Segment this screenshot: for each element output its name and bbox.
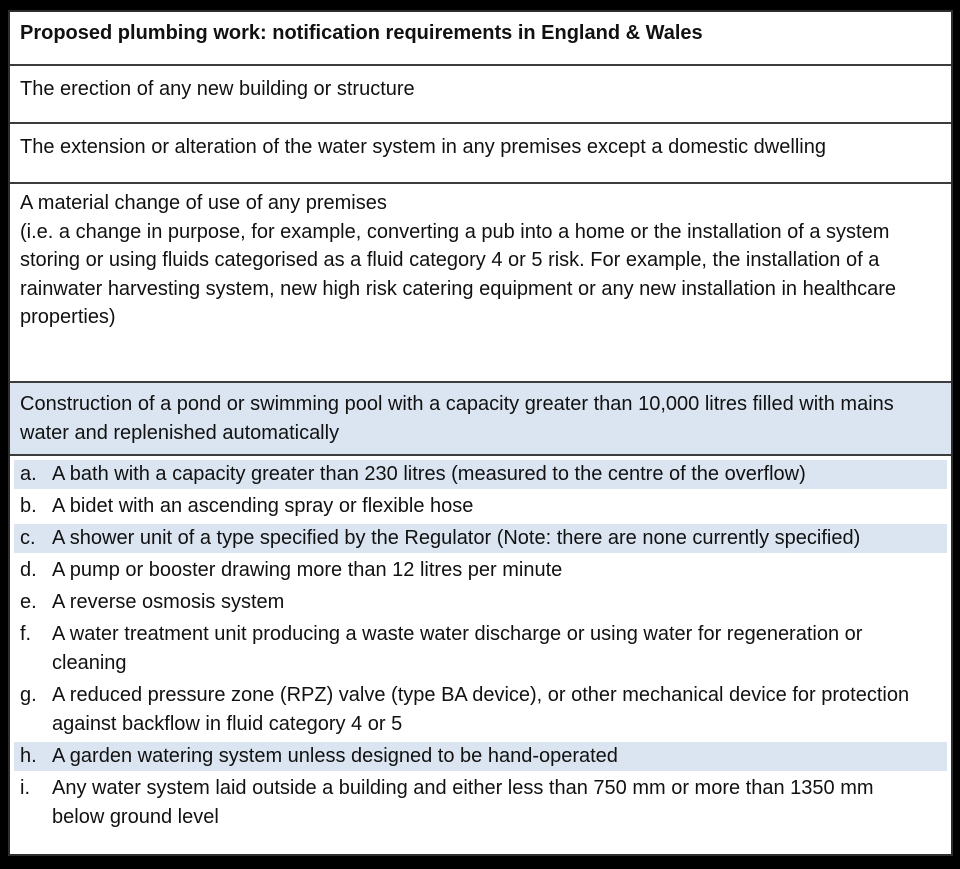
list-item-a	[14, 460, 947, 489]
list-item-d	[14, 556, 947, 585]
list-item-h-text: A garden watering system unless designed to be hand-operated	[52, 745, 618, 767]
list-item-g-text: A reduced pressure zone (RPZ) valve (type BA device), or other mechanical device for protection against backflow in fluid category 4 or 5	[52, 684, 910, 735]
list-item-f	[14, 620, 947, 678]
list-item-c-marker: c.	[20, 527, 36, 549]
row-pond-highlighted	[10, 383, 951, 456]
table-title: Proposed plumbing work: notification requirements in England & Wales	[20, 22, 703, 44]
material-change-heading: A material change of use of any premises	[20, 192, 387, 214]
list-item-d-marker: d.	[20, 559, 37, 581]
row-extension-text: The extension or alteration of the water system in any premises except a domestic dwelling	[20, 136, 826, 158]
table-title-row	[10, 12, 951, 66]
notifiable-items-list	[10, 456, 951, 835]
row-erection-text: The erection of any new building or structure	[20, 78, 415, 100]
row-erection	[10, 66, 951, 124]
list-item-e-text: A reverse osmosis system	[52, 591, 285, 613]
list-item-h-marker: h.	[20, 745, 37, 767]
list-item-f-marker: f.	[20, 623, 32, 645]
list-item-a-marker: a.	[20, 463, 37, 485]
list-item-b-text: A bidet with an ascending spray or flexible hose	[52, 495, 474, 517]
list-item-b-marker: b.	[20, 495, 37, 517]
list-item-a-text: A bath with a capacity greater than 230 litres (measured to the centre of the overflow)	[52, 463, 806, 485]
list-item-e-marker: e.	[20, 591, 37, 613]
list-item-g	[14, 681, 947, 739]
list-item-i-text: Any water system laid outside a building and either less than 750 mm or more than 1350 mm below ground level	[52, 777, 874, 828]
list-item-c-text: A shower unit of a type specified by the Regulator (Note: there are none currently specified)	[52, 527, 861, 549]
material-change-detail: (i.e. a change in purpose, for example, converting a pub into a home or the installation of a system storing or using fluids categorised as a fluid category 4 or 5 risk. For example, the installation of a rainwater harvesting system, new high risk catering equipment or any new installation in healthcare properties)	[20, 220, 897, 328]
row-material-change	[10, 184, 951, 383]
list-item-i-marker: i.	[20, 777, 30, 799]
list-item-i	[14, 774, 947, 832]
notification-requirements-table	[8, 10, 953, 856]
row-extension	[10, 124, 951, 184]
list-item-e	[14, 588, 947, 617]
list-item-f-text: A water treatment unit producing a waste water discharge or using water for regeneration or cleaning	[52, 623, 863, 674]
list-item-c	[14, 524, 947, 553]
list-item-b	[14, 492, 947, 521]
list-item-h	[14, 742, 947, 771]
list-item-g-marker: g.	[20, 684, 37, 706]
row-pond-text: Construction of a pond or swimming pool with a capacity greater than 10,000 litres filled with mains water and replenished automatically	[20, 393, 894, 444]
list-item-d-text: A pump or booster drawing more than 12 litres per minute	[52, 559, 563, 581]
